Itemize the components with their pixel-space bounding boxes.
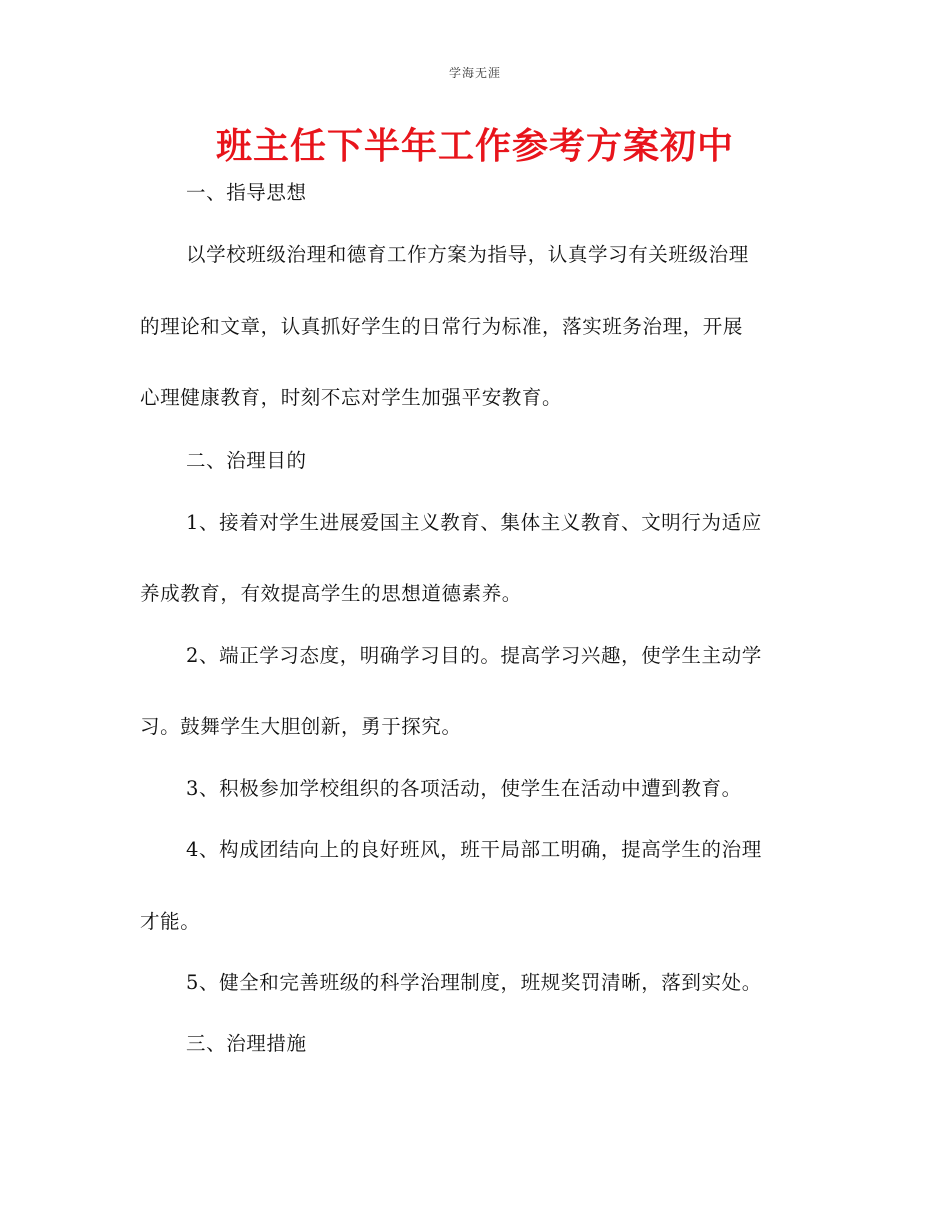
paragraph-line: 4、构成团结向上的良好班风，班干局部工明确，提高学生的治理 <box>186 838 762 861</box>
page-header: 学海无涯 <box>448 66 501 80</box>
section-heading-guiding-thought: 一、指导思想 <box>186 181 307 204</box>
paragraph-line: 才能。 <box>140 910 201 933</box>
paragraph-line: 养成教育，有效提高学生的思想道德素养。 <box>140 582 522 605</box>
paragraph-line: 1、接着对学生进展爱国主义教育、集体主义教育、文明行为适应 <box>186 511 762 534</box>
section-heading-management-goals: 二、治理目的 <box>186 449 307 472</box>
paragraph-line: 心理健康教育，时刻不忘对学生加强平安教育。 <box>140 386 563 409</box>
paragraph-line: 的理论和文章，认真抓好学生的日常行为标准，落实班务治理，开展 <box>140 315 744 338</box>
paragraph-line: 习。鼓舞学生大胆创新，勇于探究。 <box>140 715 462 738</box>
paragraph-line: 5、健全和完善班级的科学治理制度，班规奖罚清晰，落到实处。 <box>186 971 762 994</box>
paragraph-line: 2、端正学习态度，明确学习目的。提高学习兴趣，使学生主动学 <box>186 644 762 667</box>
paragraph-line: 以学校班级治理和德育工作方案为指导，认真学习有关班级治理 <box>186 243 749 266</box>
section-heading-management-measures: 三、治理措施 <box>186 1032 307 1055</box>
document-title: 班主任下半年工作参考方案初中 <box>215 126 734 167</box>
paragraph-line: 3、积极参加学校组织的各项活动，使学生在活动中遭到教育。 <box>186 777 742 800</box>
